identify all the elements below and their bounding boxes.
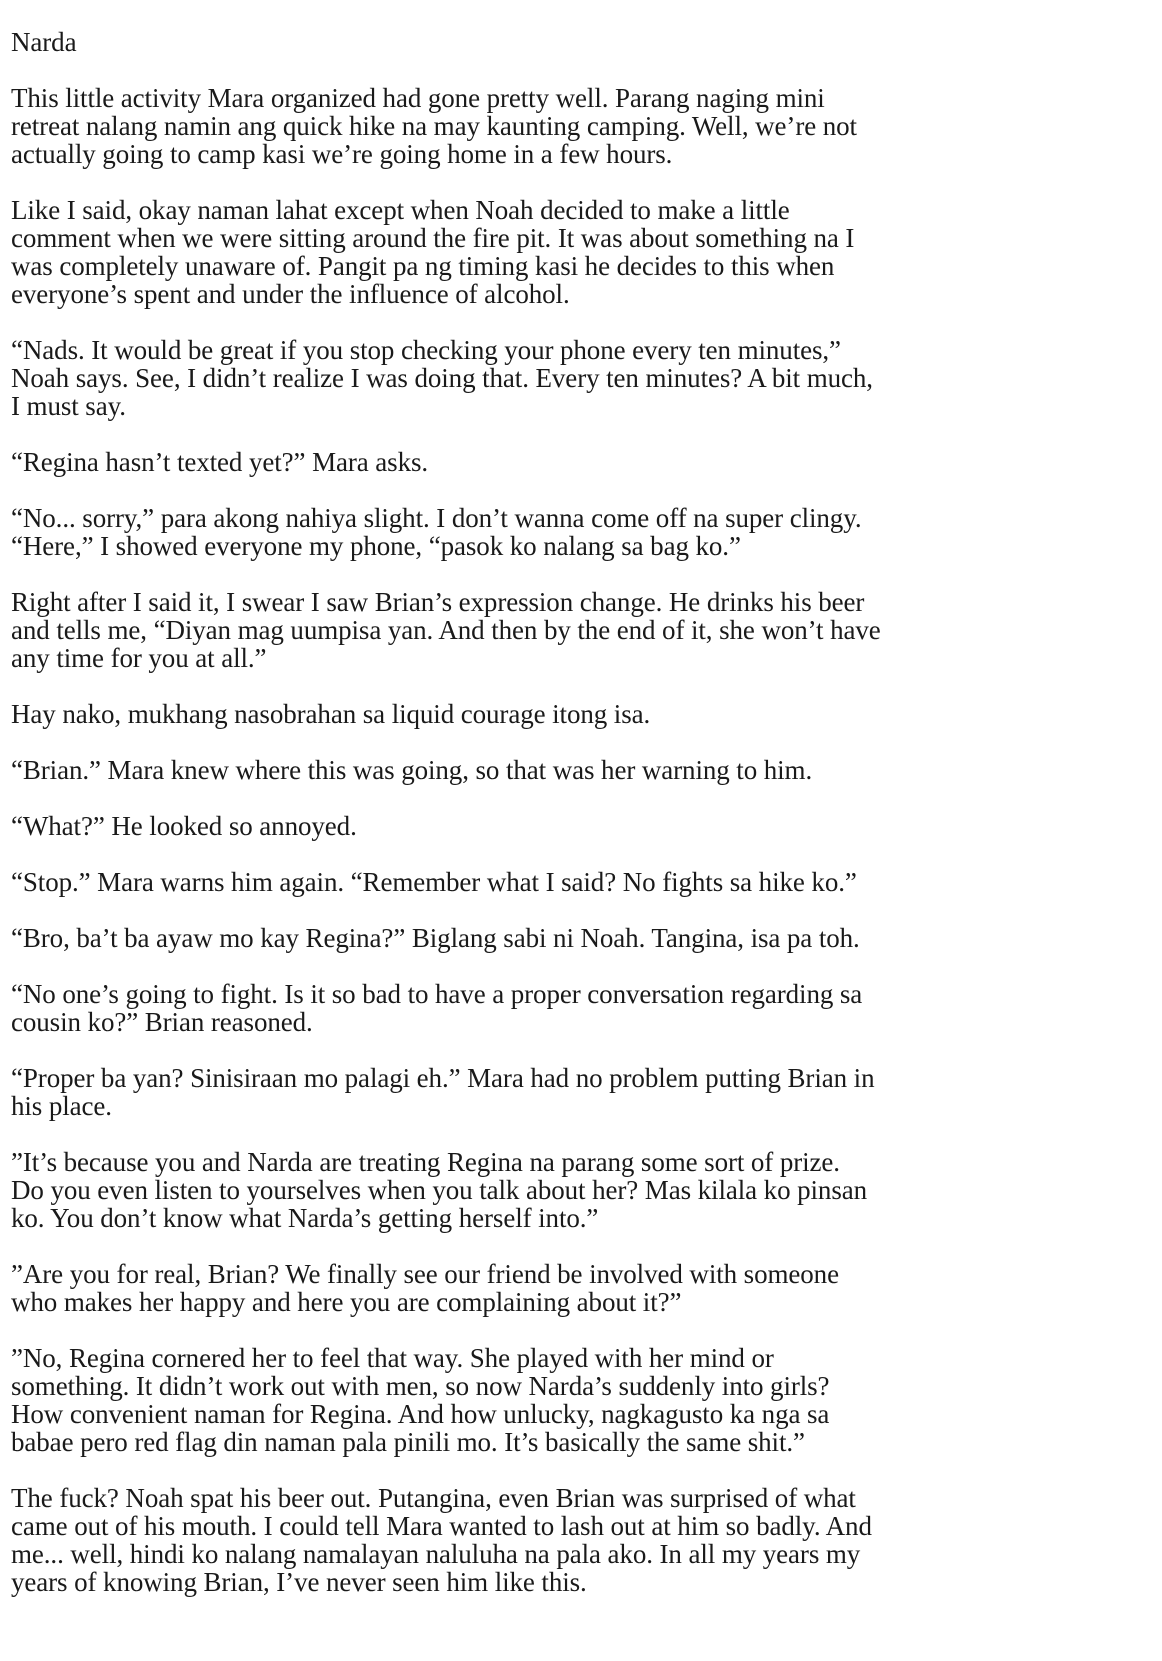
paragraph-17: The fuck? Noah spat his beer out. Putangina, even Brian was surprised of what came out of his mouth. I could tell Mara wanted to lash out at him so badly. And me... well, hindi ko nalang namalayan naluluha na pala ako. In all my years my years of knowing Brian, I’ve never seen him like this.	[11, 1483, 872, 1597]
paragraph-1: This little activity Mara organized had gone pretty well. Parang naging mini retreat nalang namin ang quick hike na may kaunting camping. Well, we’re not actually going to camp kasi we’re going home in a few hours.	[11, 83, 857, 169]
paragraph-2: Like I said, okay naman lahat except when Noah decided to make a little comment when we were sitting around the fire pit. It was about something na I was completely unaware of. Pangit pa ng timing kasi he decides to this when everyone’s spent and under the influence of alcohol.	[11, 195, 855, 309]
paragraph-4: “Regina hasn’t texted yet?” Mara asks.	[11, 447, 429, 477]
paragraph-13: “Proper ba yan? Sinisiraan mo palagi eh.” Mara had no problem putting Brian in his place.	[11, 1063, 875, 1121]
paragraph-15: ”Are you for real, Brian? We finally see our friend be involved with someone who makes her happy and here you are complaining about it?”	[11, 1259, 839, 1317]
paragraph-11: “Bro, ba’t ba ayaw mo kay Regina?” Biglang sabi ni Noah. Tangina, isa pa toh.	[11, 923, 860, 953]
paragraph-5: “No... sorry,” para akong nahiya slight. I don’t wanna come off na super clingy. “Here,” I showed everyone my phone, “pasok ko nalang sa bag ko.”	[11, 503, 862, 561]
paragraph-16: ”No, Regina cornered her to feel that way. She played with her mind or something. It didn’t work out with men, so now Narda’s suddenly into girls? How convenient naman for Regina. And how unlucky, nagkagusto ka nga sa babae pero red flag din naman pala pinili mo. It’s basically the same shit.”	[11, 1343, 830, 1457]
paragraph-14: ”It’s because you and Narda are treating Regina na parang some sort of prize. Do you even listen to yourselves when you talk about her? Mas kilala ko pinsan ko. You don’t know what Narda’s getting herself into.”	[11, 1147, 868, 1233]
paragraph-9: “What?” He looked so annoyed.	[11, 811, 357, 841]
document-page	[11, 28, 1151, 1624]
paragraph-8: “Brian.” Mara knew where this was going, so that was her warning to him.	[11, 755, 813, 785]
paragraph-12: “No one’s going to fight. Is it so bad to have a proper conversation regarding sa cousin ko?” Brian reasoned.	[11, 979, 863, 1037]
chapter-heading: Narda	[11, 27, 77, 57]
paragraph-6: Right after I said it, I swear I saw Brian’s expression change. He drinks his beer and tells me, “Diyan mag uumpisa yan. And then by the end of it, she won’t have any time for you at all.”	[11, 587, 881, 673]
paragraph-10: “Stop.” Mara warns him again. “Remember what I said? No fights sa hike ko.”	[11, 867, 857, 897]
paragraph-7: Hay nako, mukhang nasobrahan sa liquid courage itong isa.	[11, 699, 651, 729]
paragraph-3: “Nads. It would be great if you stop checking your phone every ten minutes,” Noah says. See, I didn’t realize I was doing that. Every ten minutes? A bit much, I must say.	[11, 335, 873, 421]
